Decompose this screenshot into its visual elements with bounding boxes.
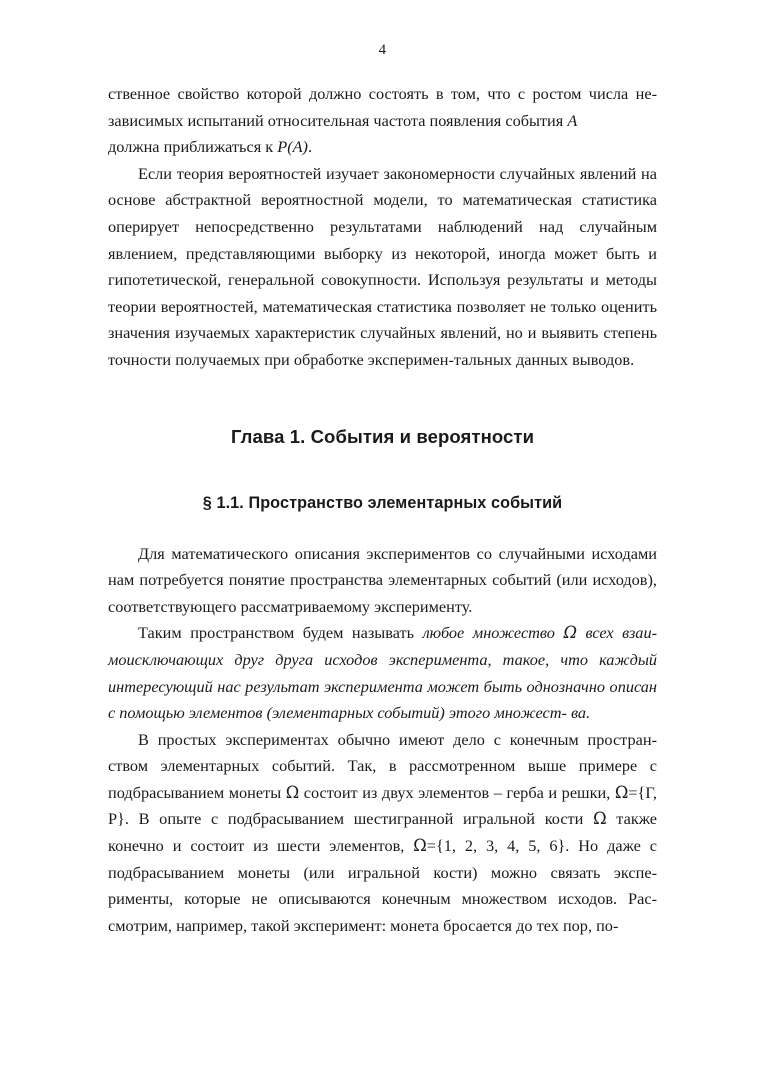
paragraph-line: ственное свойство которой должно состоять в том, что с ростом числа не- xyxy=(108,84,657,103)
math-symbol-omega: Ω xyxy=(614,782,629,802)
paragraph-line: должна приближаться к xyxy=(108,137,274,157)
page-number: 4 xyxy=(378,42,387,58)
chapter-title: Глава 1. События и вероятности xyxy=(230,425,535,447)
paragraph-line: рименты, которые не описываются конечным множеством исходов. Рас- xyxy=(108,889,657,909)
definition-italic: любое множество xyxy=(422,623,564,643)
math-variable-a: A xyxy=(567,110,578,130)
definition-lead: Таким пространством будем называть xyxy=(138,623,423,643)
paragraph-line: зависимых испытаний относительная частота появления события xyxy=(108,110,564,130)
definition-italic: интересующий нас результат эксперимента может быть однозначно xyxy=(108,676,606,696)
paragraph-period: . xyxy=(307,137,313,157)
paragraph-line: ством элементарных событий. Так, в рассмотренном выше примере xyxy=(108,756,638,776)
definition-italic: всех взаи- xyxy=(576,623,658,643)
paragraph-continuation xyxy=(108,81,657,161)
paragraph-line: смотрим, например, такой эксперимент: монета бросается до тех пор, по- xyxy=(108,915,619,935)
paragraph-line: ={1, 2, 3, 4, 5, 6}. Но даже xyxy=(426,836,641,856)
document-body xyxy=(108,81,657,939)
math-symbol-omega: Ω xyxy=(413,836,427,856)
paragraph-line: В простых экспериментах обычно имеют дело с конечным простран- xyxy=(138,729,657,749)
paragraph-line: с подбрасыванием монеты xyxy=(108,756,657,802)
math-symbol-omega: Ω xyxy=(563,623,577,643)
definition-italic: моисключающих друг друга исходов эксперимента, такое, что каждый xyxy=(108,649,657,669)
paragraph-definition-intro: Для математического описания экспериментов со случайными исходами нам потребуется понятие пространства элементарных событий (или исходов), соответствующего рассматриваемому эксперименту. xyxy=(108,543,657,616)
spacer xyxy=(108,513,657,541)
paragraph-line: состоит из двух элементов – герба и решки, xyxy=(299,782,611,802)
math-symbol-omega: Ω xyxy=(593,809,607,829)
paragraph-line: также конечно и состоит из шести элементов, xyxy=(108,809,657,856)
definition-italic: ва. xyxy=(570,703,591,723)
paragraph-line: ={Г, Р}. В опыте с подбрасыванием шестигранной игральной кости xyxy=(108,782,658,829)
math-expression-pa: P(A) xyxy=(277,137,308,157)
section-title: § 1.1. Пространство элементарных событий xyxy=(202,493,563,512)
paragraph-space-definition xyxy=(108,620,657,726)
paragraph-finite-space xyxy=(108,727,657,940)
definition-italic: описан с помощью элементов (элементарных событий) этого множест- xyxy=(108,676,657,723)
paragraph-stats-intro: Если теория вероятностей изучает закономерности случайных явлений на основе абстрактной вероятностной модели, то математическая статистика оперирует непосредственно результатами наблюдений над случайным явлением, представляющими выборку из некоторой, иногда может быть и гипотетической, генеральной совокупности. Используя результаты и методы теории вероятностей, математическая статистика позволяет не только оценить значения изучаемых характеристик случайных явлений, но и выявить степень точности получаемых при обработке эксперимен-тальных данных выводов. xyxy=(108,163,657,369)
math-symbol-omega: Ω xyxy=(285,782,300,802)
paragraph-line: с подбрасыванием монеты (или игральной кости) можно связать экспе- xyxy=(108,836,657,882)
